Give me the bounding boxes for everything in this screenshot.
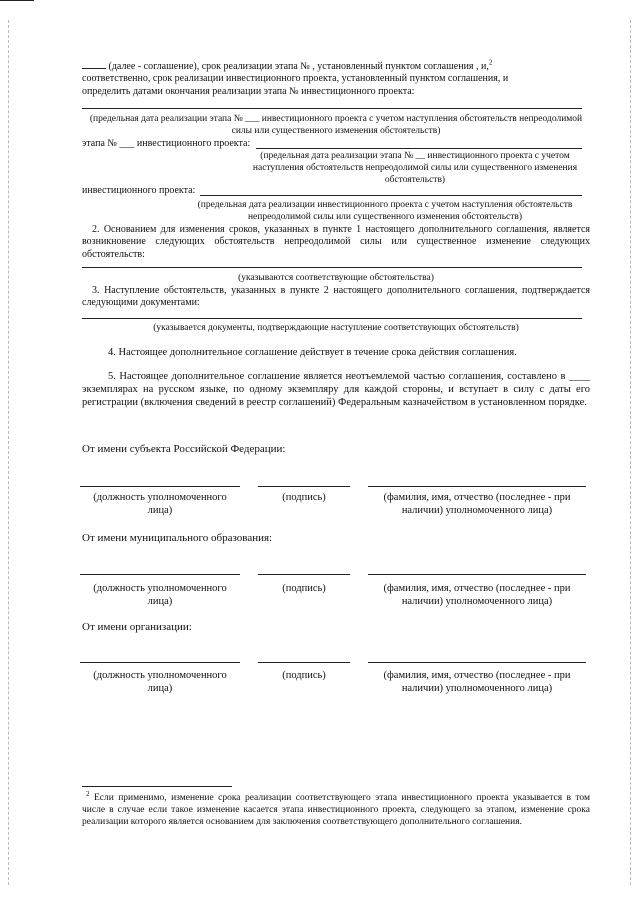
caption-stage-date-2: (предельная дата реализации этапа № __ инвестиционного проекта с учетом наступления обстоятельств непреодолимой силы или существенного изменения обстоятельств) [252,151,578,185]
signatory-heading-region: От имени субъекта Российской Федерации: [82,443,286,455]
fill-line-position-1 [80,486,240,487]
name-caption-3: (фамилия, имя, отчество (последнее - при наличии) уполномоченного лица) [383,670,571,694]
fill-line-name-1 [368,486,586,487]
position-caption-1: (должность уполномоченного лица) [93,492,227,516]
paragraph-1-line-1-text: (далее - соглашение), срок реализации этапа № , установленный пунктом соглашения , и, [108,61,489,72]
fill-line-date-1 [82,108,582,109]
footnote-ref: 2 [488,58,493,67]
paragraph-4: 4. Настоящее дополнительное соглашение действует в течение срока действия соглашения. [108,347,517,358]
fill-line-signature-2 [258,574,350,575]
footnote-text: Если применимо, изменение срока реализации соответствующего этапа инвестиционного проекта указывается в том числе в случае если такое изменение касается этапа инвестиционного проекта, следующего за этапом, изменение срока реализации которого является основанием для заключения соответствующего дополнительного соглашения. [82,793,591,827]
footnote [82,789,591,828]
signature-caption-3: (подпись) [282,670,326,681]
caption-documents: (указывается документы, подтверждающие наступление соответствующих обстоятельств) [153,323,519,333]
fill-line-name-3 [368,662,586,663]
paragraph-5: 5. Настоящее дополнительное соглашение является неотъемлемой частью соглашения, составлено в ____ экземплярах на русском языке, по одному экземпляру для каждой стороны, и вступает в силу с даты его регистрации (включения сведений в реестр соглашений) Федеральным казначейством в установленном порядке. [82,371,590,408]
caption-stage-date: (предельная дата реализации этапа № ___ инвестиционного проекта с учетом наступления обстоятельств непреодолимой силы или существенного изменения обстоятельств) [89,114,583,136]
line-stage: этапа № ___ инвестиционного проекта: [82,138,251,149]
name-caption-2: (фамилия, имя, отчество (последнее - при наличии) уполномоченного лица) [383,583,571,607]
caption-circumstances: (указываются соответствующие обстоятельства) [238,273,434,283]
fill-line-date-3 [200,195,582,196]
fill-line-name-2 [368,574,586,575]
corner-mark [0,0,34,1]
position-caption-3: (должность уполномоченного лица) [93,670,227,694]
caption-project-date: (предельная дата реализации инвестиционного проекта с учетом наступления обстоятельств непреодолимой силы или существенного изменения обстоятельств) [197,200,573,222]
right-scan-edge [630,20,631,885]
paragraph-1-line-1 [82,60,590,73]
paragraph-1-line-3: определить датами окончания реализации этапа № инвестиционного проекта: [82,86,415,97]
paragraph-3: 3. Наступление обстоятельств, указанных в пункте 2 настоящего дополнительного соглашения, подтверждается следующими документами: [82,285,590,309]
fill-line-circumstances [82,267,582,268]
fill-line-signature-1 [258,486,350,487]
position-caption-2: (должность уполномоченного лица) [93,583,227,607]
line-project: инвестиционного проекта: [82,185,196,196]
fill-line-position-2 [80,574,240,575]
footnote-number: 2 [86,789,90,798]
paragraph-1-line-2: соответственно, срок реализации инвестиционного проекта, установленный пунктом соглашения, и [82,73,509,84]
signatory-heading-municipality: От имени муниципального образования: [82,532,273,544]
fill-line-position-3 [80,662,240,663]
left-scan-edge [8,20,9,885]
fill-line-date-2 [256,148,582,149]
signature-caption-1: (подпись) [282,492,326,503]
fill-line-documents [82,318,582,319]
signatory-heading-organization: От имени организации: [82,621,192,633]
signature-caption-2: (подпись) [282,583,326,594]
name-caption-1: (фамилия, имя, отчество (последнее - при наличии) уполномоченного лица) [383,492,571,516]
paragraph-2: 2. Основанием для изменения сроков, указанных в пункте 1 настоящего дополнительного соглашения, является возникновение следующих обстоятельств непреодолимой силы или существенное изменение следующих обстоятельств: [82,224,590,260]
fill-line-signature-3 [258,662,350,663]
footnote-separator [82,786,232,787]
